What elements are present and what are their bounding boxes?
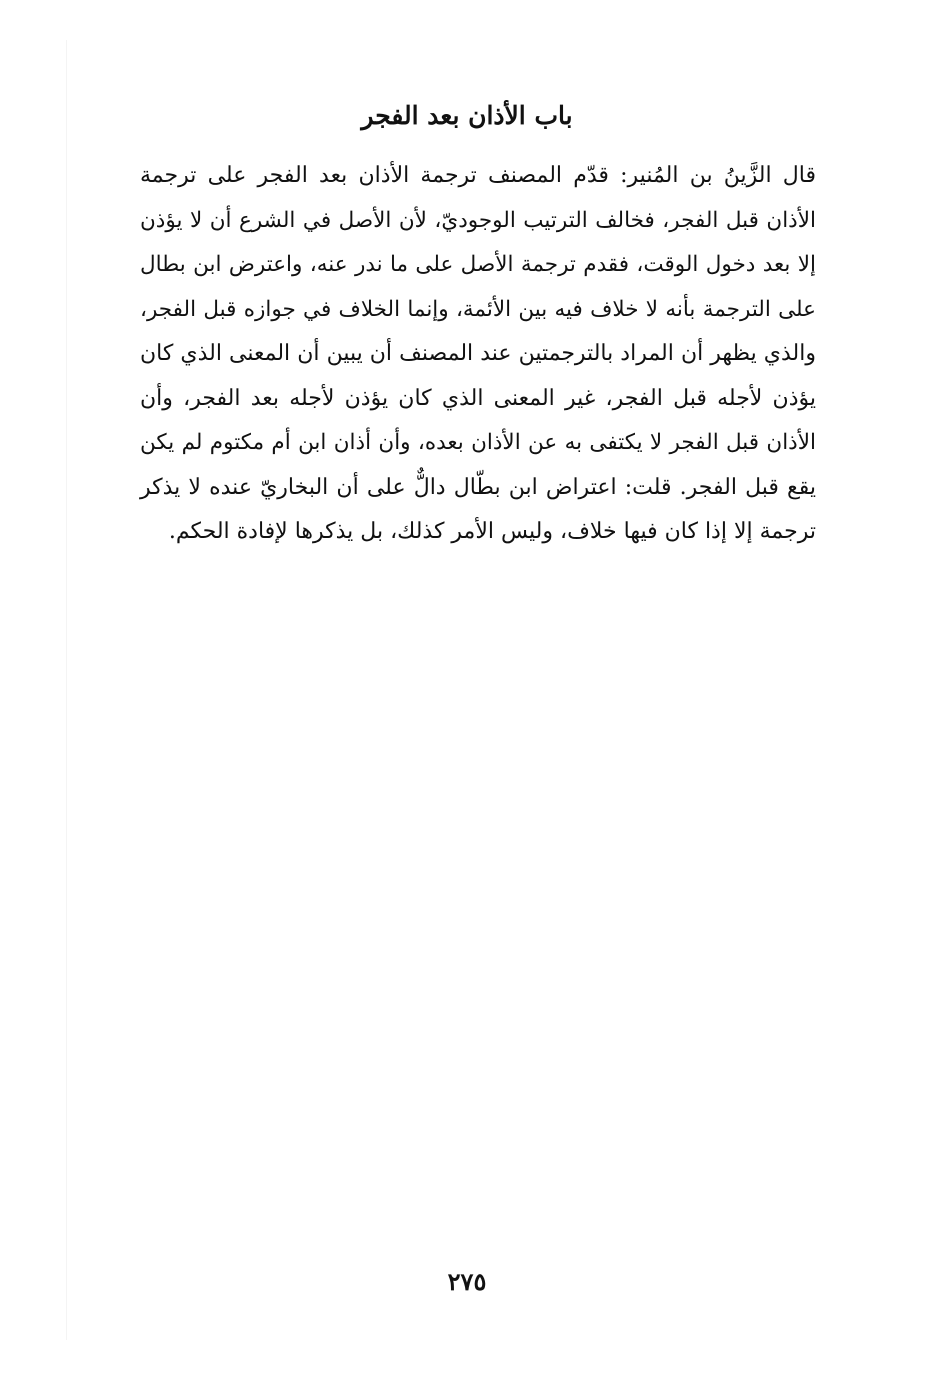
text-line: ترجمة إلا إذا كان فيها خلاف، وليس الأمر كذلك، بل يذكرها لإفادة الحكم.: [168, 519, 816, 544]
text-line: والذي يظهر أن المراد بالترجمتين عند المصنف أن يبين أن المعنى الذي كان: [140, 341, 816, 366]
text-line: على الترجمة بأنه لا خلاف فيه بين الأئمة، وإنما الخلاف في جوازه قبل الفجر،: [140, 296, 816, 322]
scan-edge-line: [66, 40, 67, 1340]
chapter-title: باب الأذان بعد الفجر: [361, 101, 573, 130]
page-number: ٢٧٥: [447, 1267, 487, 1296]
text-line: قال الزَّينُ بن المُنير: قدّم المصنف ترجمة الأذان بعد الفجر على ترجمة: [140, 163, 816, 188]
text-line: الأذان قبل الفجر، فخالف الترتيب الوجوديّ، لأن الأصل في الشرع أن لا يؤذن: [140, 207, 816, 233]
text-line: يؤذن لأجله قبل الفجر، غير المعنى الذي كان يؤذن لأجله بعد الفجر، وأن: [140, 385, 816, 411]
text-line: إلا بعد دخول الوقت، فقدم ترجمة الأصل على ما ندر عنه، واعترض ابن بطال: [140, 252, 816, 277]
text-line: يقع قبل الفجر. قلت: اعتراض ابن بطّال دالٌّ على أن البخاريّ عنده لا يذكر: [140, 474, 816, 500]
text-line: الأذان قبل الفجر لا يكتفى به عن الأذان بعده، وأن أذان ابن أم مكتوم لم يكن: [140, 430, 816, 455]
body-paragraph: [140, 154, 816, 555]
